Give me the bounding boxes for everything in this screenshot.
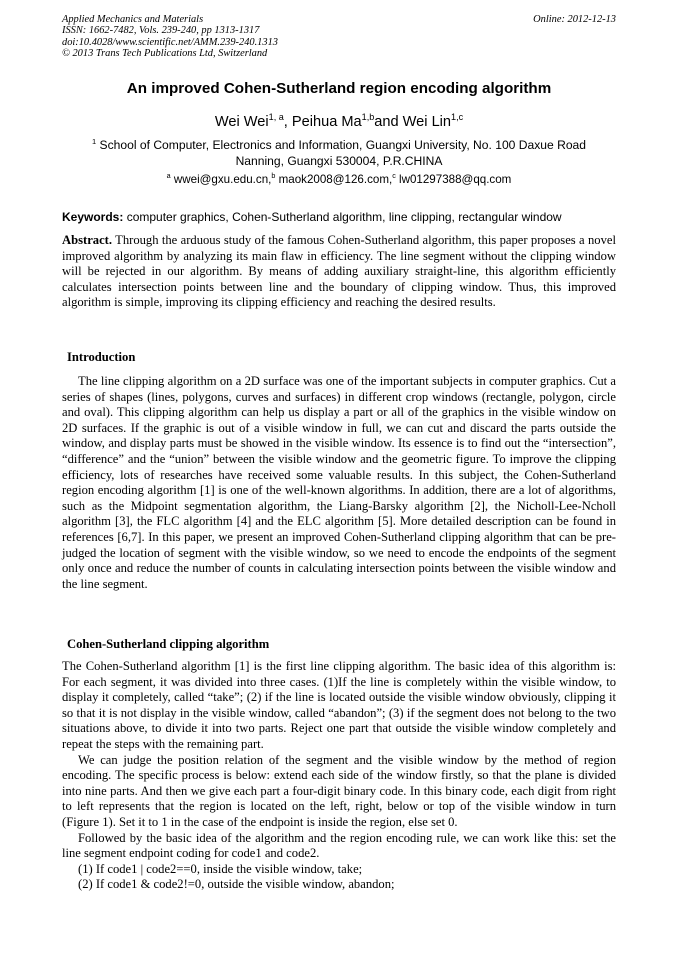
keywords-text: computer graphics, Cohen-Sutherland algorithm, line clipping, rectangular window: [123, 210, 562, 224]
affiliation-superscript: 1: [92, 136, 97, 146]
affiliation: [62, 138, 616, 169]
author-separator: ,: [283, 114, 292, 130]
introduction-heading: Introduction: [67, 350, 136, 364]
affiliation-text: School of Computer, Electronics and Information, Guangxi University, No. 100 Daxue Road: [96, 138, 586, 152]
paper-title: An improved Cohen-Sutherland region encoding algorithm: [126, 80, 552, 97]
cohen-paragraph-3: Followed by the basic idea of the algorithm and the region encoding rule, we can work like this: set the line segment endpoint coding for code1 and code2.: [62, 830, 616, 861]
email-superscript: c: [392, 171, 396, 181]
email-superscript: b: [271, 171, 276, 181]
condition-2: (2) If code1 & code2!=0, outside the visible window, abandon;: [78, 877, 395, 892]
author-list: [62, 113, 616, 131]
author-superscript: 1, a: [268, 112, 284, 123]
email-address: lw01297388@qq.com: [395, 173, 512, 186]
affiliation-line-1: [62, 138, 616, 154]
introduction-paragraph: The line clipping algorithm on a 2D surface was one of the important subjects in computer graphics. Cut a series of shapes (lines, polygons, curves and surfaces) in different crop windows (rectangle, polygon, circle and oval). This clipping algorithm can help us display a part or all of the graphics in the visible window on 2D surfaces. If the graphic is out of a visible window in full, we can cut and discard the parts outside the window, and display parts must be showed in the visible window. Its essence is to find out the “intersection”, “difference” and the “union” between the visible window and the geometric figure. To improve the clipping efficiency, lots of researches have received some valuable results. In this subject, the Cohen-Sutherland region encoding algorithm [1] is one of the well-known algorithms. In addition, there are a lot of algorithms, such as the Midpoint segmentation algorithm, the Liang-Barsky algorithm [2], the Nicholl-Lee-Ncholl algorithm [3], the FLC algorithm [4] and the ELC algorithm [5]. More detailed description can be found in references [6,7]. In this paper, we present an improved Cohen-Sutherland clipping algorithm that can be pre-judged the location of segment with the visible window, so we need to encode the endpoints of the segment only once and reduce the number of counts in calculating intersection points between the visible window and the line segment.: [62, 374, 616, 591]
condition-1: (1) If code1 | code2==0, inside the visible window, take;: [78, 861, 363, 876]
cohen-sutherland-section: [62, 659, 616, 893]
email-address: wwei@gxu.edu.cn,: [170, 173, 272, 186]
cohen-paragraph-1: The Cohen-Sutherland algorithm [1] is the first line clipping algorithm. The basic idea of this algorithm is: For each segment, it was divided into three cases. (1)If the line is completely within the visible window, to display it completely, called “take”; (2) if the line is located outside the visible window obviously, clipping it so that it is not display in the visible window, called “abandon”; (3) if the segment does not belong to the two situations above, to divide it into two parts. Reject one part that outside the visible window completely and repeat the steps with the remaining part.: [62, 659, 616, 751]
introduction-section: [62, 374, 616, 592]
cohen-sutherland-heading: Cohen-Sutherland clipping algorithm: [67, 637, 270, 651]
author-name: Peihua Ma: [291, 114, 362, 130]
journal-copyright: © 2013 Trans Tech Publications Ltd, Switzerland: [62, 47, 268, 59]
email-address: maok2008@126.com,: [275, 173, 393, 186]
keywords: [62, 210, 622, 225]
abstract: [62, 233, 616, 311]
author-separator: and: [374, 114, 403, 130]
abstract-label: Abstract.: [62, 233, 113, 247]
journal-name: Applied Mechanics and Materials: [62, 14, 204, 25]
journal-issn: ISSN: 1662-7482, Vols. 239-240, pp 1313-1317: [62, 25, 260, 37]
author-name: Wei Lin: [402, 114, 452, 130]
author-emails: [62, 172, 616, 187]
author-superscript: 1,b: [361, 112, 375, 123]
affiliation-line-2: Nanning, Guangxi 530004, P.R.CHINA: [235, 153, 443, 168]
abstract-text: Through the arduous study of the famous Cohen-Sutherland algorithm, this paper proposes a novel improved algorithm by analyzing its main flaw in efficiency. The line segment without the clipping window will be rejected in our algorithm. By means of adding auxiliary straight-line, this algorithm efficiently calculates intersection points between line and the boundary of clipping window. Thus, this improved algorithm is simple, improving its clipping efficiency and reaching the desired results.: [62, 233, 616, 310]
online-date: Online: 2012-12-13: [533, 14, 616, 25]
email-superscript: a: [166, 171, 171, 181]
author-superscript: 1,c: [451, 112, 464, 123]
cohen-paragraph-2: We can judge the position relation of the segment and the visible window by the method of region encoding. The specific process is below: extend each side of the window firstly, so that the plane is divided into nine parts. And then we give each part a four-digit binary code. In this binary code, each digit from right to left represents that the region is located on the left, right, below or top of the visible window in turn (Figure 1). Set it to 1 in the case of the endpoint is inside the region, else set 0.: [62, 752, 616, 829]
journal-header: [62, 14, 616, 59]
author-name: Wei Wei: [214, 114, 269, 130]
keywords-label: Keywords:: [62, 210, 124, 224]
journal-doi: doi:10.4028/www.scientific.net/AMM.239-240.1313: [62, 36, 278, 48]
